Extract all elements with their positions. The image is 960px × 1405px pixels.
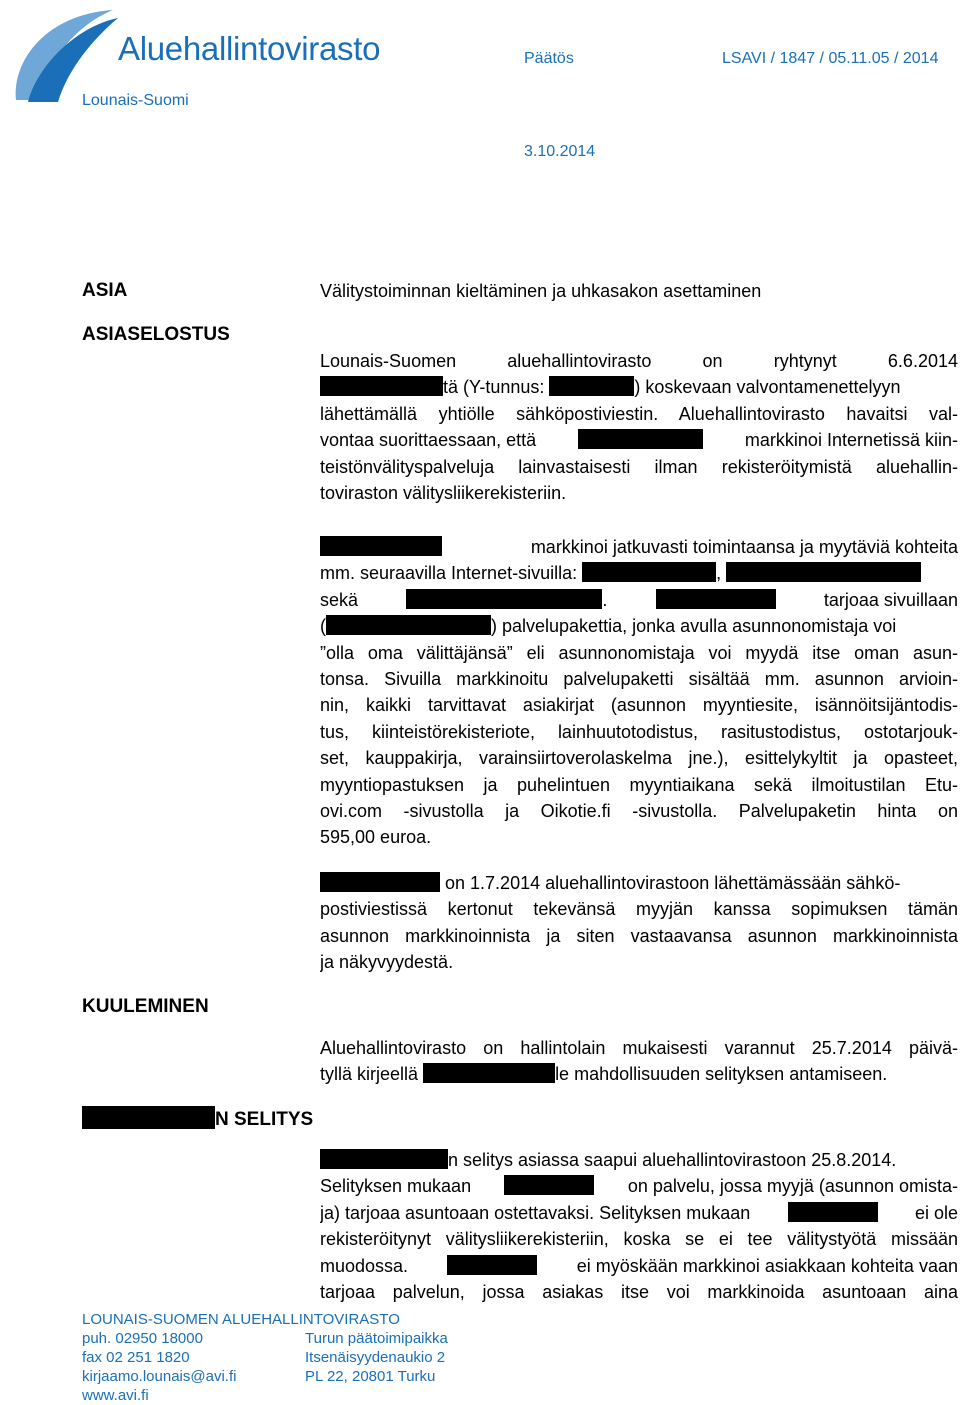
p2-line-5: ”olla oma välittäjänsä” eli asunnonomistaja voi myydä itse oman asun- bbox=[320, 642, 958, 663]
footer-office: Turun päätoimipaikka bbox=[305, 1330, 448, 1347]
p4-line-2-a: tyllä kirjeellä bbox=[320, 1064, 419, 1085]
redaction-box bbox=[578, 429, 703, 449]
p3-line-1 bbox=[320, 870, 958, 896]
p4-line-1: Aluehallintovirasto on hallintolain mukaisesti varannut 25.7.2014 päivä- bbox=[320, 1038, 958, 1058]
footer-email[interactable]: kirjaamo.lounais@avi.fi bbox=[82, 1368, 237, 1385]
redaction-box bbox=[320, 872, 440, 892]
p1-line-4 bbox=[320, 427, 958, 453]
p2-line-4-a: ( bbox=[320, 616, 326, 637]
p2-line-2-text: mm. seuraavilla Internet-sivuilla: bbox=[320, 563, 578, 584]
p5-line-4: rekisteröitynyt välitysliikerekisteriin, koska se ei tee välitystyötä missään bbox=[320, 1229, 958, 1250]
p2-line-3 bbox=[320, 587, 958, 613]
p2-line-2 bbox=[320, 560, 958, 586]
p2-line-3-period: . bbox=[602, 589, 608, 610]
p5-line-2-a: Selityksen mukaan bbox=[320, 1176, 472, 1197]
p5-line-2 bbox=[320, 1173, 958, 1199]
footer-right bbox=[305, 1329, 448, 1386]
redaction-box bbox=[320, 1149, 448, 1169]
asia-text-line: Välitystoiminnan kieltäminen ja uhkasakon asettaminen bbox=[320, 281, 762, 301]
p2-line-10: myyntiopastuksen ja puhelintuen myyntiaikana sekä ilmoitustilan Etu- bbox=[320, 774, 958, 795]
footer-fax: fax 02 251 1820 bbox=[82, 1349, 190, 1366]
doc-type: Päätös bbox=[524, 50, 574, 67]
footer-pobox: PL 22, 20801 Turku bbox=[305, 1368, 436, 1385]
p2-line-9: set, kauppakirja, varainsiirtoverolaskelma jne.), esittelykyltit ja opasteet, bbox=[320, 748, 958, 769]
p1-line-6: toviraston välitysliikerekisteriin. bbox=[320, 482, 567, 503]
redaction-box bbox=[549, 376, 634, 396]
p2-line-4-b: ) palvelupakettia, jonka avulla asunnonomistaja voi bbox=[491, 616, 897, 637]
p5-line-1 bbox=[320, 1147, 958, 1173]
redaction-box bbox=[656, 589, 776, 609]
p2-line-4 bbox=[320, 613, 958, 639]
p2-line-3-mid bbox=[406, 587, 607, 613]
footer-web[interactable]: www.avi.fi bbox=[82, 1387, 149, 1404]
doc-reference: LSAVI / 1847 / 05.11.05 / 2014 bbox=[722, 50, 939, 67]
heading-selitys-label: N SELITYS bbox=[215, 1109, 314, 1130]
heading-selitys bbox=[82, 1106, 313, 1131]
p4-line-2 bbox=[320, 1061, 958, 1087]
p1-line-3: lähettämällä yhtiölle sähköpostiviestin. Aluehallintovirasto havaitsi val- bbox=[320, 403, 958, 424]
p5-line-3 bbox=[320, 1200, 958, 1226]
p3-line-1-text: on 1.7.2014 aluehallintovirastoon lähettämässään sähkö- bbox=[445, 873, 901, 893]
redaction-box bbox=[320, 376, 443, 396]
p3-line-2: postiviestissä kertonut tekevänsä myyjän kanssa sopimuksen tämän bbox=[320, 899, 958, 920]
p5-line-6: tarjoaa palvelun, jossa asiakas itse voi markkinoida asuntoaan aina bbox=[320, 1281, 958, 1302]
footer-street: Itsenäisyydenaukio 2 bbox=[305, 1349, 446, 1366]
p2-line-11: ovi.com -sivustolla ja Oikotie.fi -sivustolla. Palvelupaketin hinta on bbox=[320, 800, 958, 821]
p4-line-2-b: le mahdollisuuden selityksen antamiseen. bbox=[555, 1064, 888, 1085]
p5-line-2-b: on palvelu, jossa myyjä (asunnon omista- bbox=[627, 1176, 958, 1197]
p2-line-12: 595,00 euroa. bbox=[320, 827, 432, 848]
p1-line-2 bbox=[320, 374, 958, 400]
p2-line-7: nin, kaikki tarvittavat asiakirjat (asunnon myyntiesite, isännöitsijäntodis- bbox=[320, 695, 958, 716]
redaction-box bbox=[320, 536, 442, 556]
redaction-box bbox=[82, 1106, 215, 1129]
region-name: Lounais-Suomi bbox=[82, 92, 189, 109]
redaction-box bbox=[423, 1063, 555, 1083]
footer-org: LOUNAIS-SUOMEN ALUEHALLINTOVIRASTO bbox=[82, 1311, 400, 1328]
p3-line-4: ja näkyvyydestä. bbox=[320, 952, 454, 973]
p5-line-3-b: ei ole bbox=[914, 1202, 958, 1223]
p1-line-4-a: vontaa suorittaessaan, että bbox=[320, 430, 537, 451]
p2-line-3-b: tarjoaa sivuillaan bbox=[823, 589, 958, 610]
logo-text: Aluehallintovirasto bbox=[118, 30, 381, 67]
heading-asia: ASIA bbox=[82, 280, 128, 301]
p2-line-1 bbox=[320, 534, 958, 560]
p2-line-8: tus, kiinteistörekisteriote, lainhuutotodistus, rasitustodistus, ostotarjouk- bbox=[320, 721, 958, 742]
p2-line-1-text: markkinoi jatkuvasti toimintaansa ja myytäviä kohteita bbox=[530, 537, 958, 557]
p1-line-5: teistönvälityspalveluja lainvastaisesti ilman rekisteröitymistä aluehallin- bbox=[320, 456, 958, 477]
p1-line-2-a: tä (Y-tunnus: bbox=[443, 377, 550, 398]
p2-line-2-comma: , bbox=[716, 563, 727, 584]
doc-date: 3.10.2014 bbox=[524, 143, 596, 160]
p5-line-5-b: ei myöskään markkinoi asiakkaan kohteita vaan bbox=[576, 1255, 958, 1276]
redaction-box bbox=[726, 562, 921, 582]
p5-line-1-text: n selitys asiassa saapui aluehallintovirastoon 25.8.2014. bbox=[448, 1150, 897, 1170]
redaction-box bbox=[504, 1175, 594, 1195]
paragraph-4 bbox=[320, 1035, 958, 1088]
p5-line-5 bbox=[320, 1253, 958, 1279]
p3-line-3: asunnon markkinoinnista ja siten vastaavansa asunnon markkinoinnista bbox=[320, 925, 958, 946]
asia-text bbox=[320, 278, 958, 304]
heading-asiaselostus: ASIASELOSTUS bbox=[82, 324, 230, 345]
paragraph-3 bbox=[320, 870, 958, 976]
p2-line-3-a: sekä bbox=[320, 589, 359, 610]
paragraph-1 bbox=[320, 348, 958, 506]
p1-line-2-b: ) koskevaan valvontamenettelyyn bbox=[634, 377, 901, 398]
redaction-box bbox=[447, 1255, 537, 1275]
p2-line-6: tonsa. Sivuilla markkinoitu palvelupaketti sisältää mm. asunnon arvioin- bbox=[320, 668, 958, 689]
p5-line-3-a: ja) tarjoaa asuntoaan ostettavaksi. Selityksen mukaan bbox=[320, 1202, 751, 1223]
paragraph-2 bbox=[320, 534, 958, 851]
heading-kuuleminen: KUULEMINEN bbox=[82, 996, 209, 1017]
redaction-box bbox=[582, 562, 716, 582]
p1-line-1: Lounais-Suomen aluehallintovirasto on ryhtynyt 6.6.2014 bbox=[320, 351, 958, 371]
redaction-box bbox=[326, 615, 491, 635]
footer-phone: puh. 02950 18000 bbox=[82, 1330, 203, 1347]
p5-line-5-a: muodossa. bbox=[320, 1255, 409, 1276]
p1-line-4-b: markkinoi Internetissä kiin- bbox=[744, 430, 958, 451]
paragraph-5 bbox=[320, 1147, 958, 1305]
redaction-box bbox=[788, 1202, 878, 1222]
redaction-box bbox=[406, 589, 602, 609]
